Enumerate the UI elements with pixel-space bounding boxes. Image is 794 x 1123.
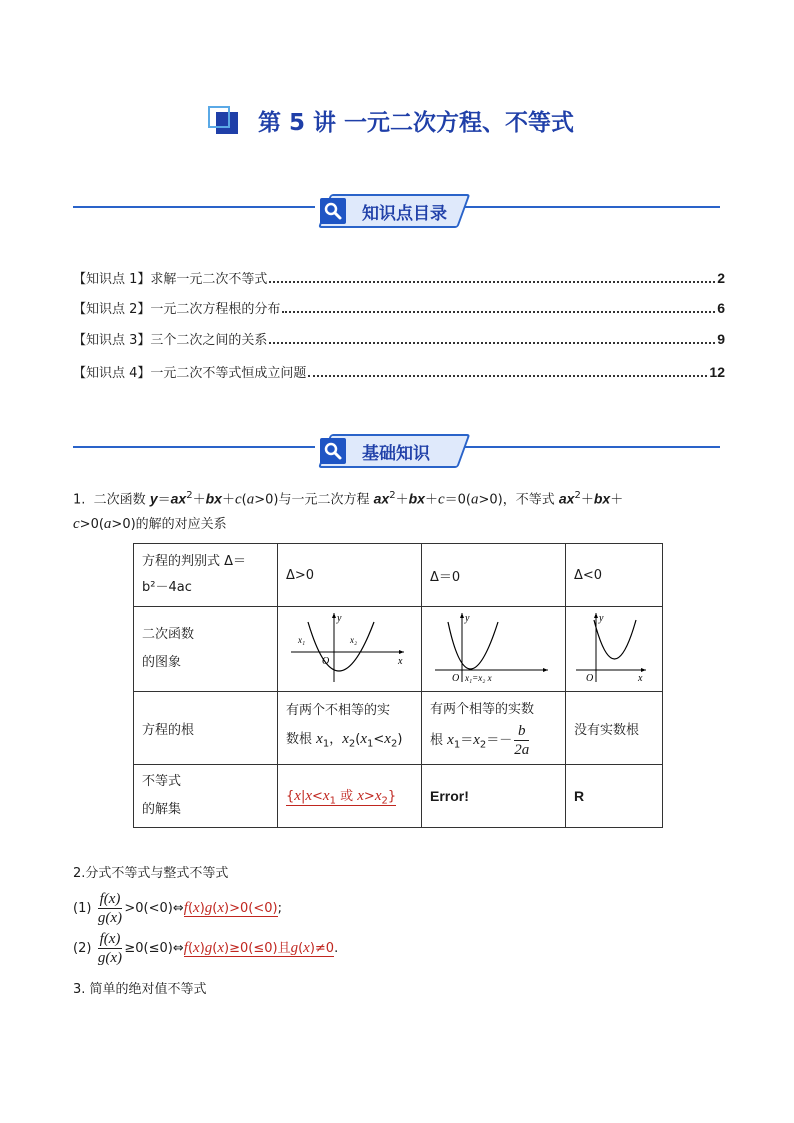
- table-cell: Δ<0: [566, 544, 663, 607]
- item-2-line-2: (2) $\frac{f(x)}{g(x)}$ ≥0(≤0)⇔f(x)g(x)≥0(≤0)且g(x)≠0.: [73, 931, 339, 966]
- toc-item[interactable]: 【知识点 2】一元二次方程根的分布 6: [73, 300, 725, 317]
- table-cell: 没有实数根: [566, 692, 663, 765]
- correspondence-table: [133, 543, 663, 828]
- svg-text:O: O: [586, 672, 594, 684]
- svg-text:x₂: x₂: [350, 634, 358, 645]
- svg-text:O: O: [322, 655, 330, 667]
- table-cell: Error!: [422, 765, 566, 828]
- svg-text:x₁=x₂ x: x₁=x₂ x: [465, 672, 492, 683]
- toc-item[interactable]: 【知识点 1】求解一元二次不等式 2: [73, 270, 725, 287]
- table-cell: Δ>0: [278, 544, 422, 607]
- item-2-title: 2.分式不等式与整式不等式: [73, 866, 229, 881]
- section-divider-right: [456, 206, 720, 208]
- table-header-cell: 方程的根: [134, 692, 278, 765]
- table-header-cell: 方程的判别式 Δ＝ b²－4ac: [134, 544, 278, 607]
- title-square-outline-icon: [208, 106, 230, 128]
- item-1-text: 1. 二次函数 $y=ax^2+bx+c(a>0)$与一元二次方程 $ax^2+bx+c=0(a>0)$，不等式 $ax^2+bx+$ c>0(a>0)的解的对应关系: [73, 490, 624, 533]
- section-header-toc: 知识点目录: [318, 194, 458, 228]
- svg-text:x: x: [398, 655, 403, 667]
- table-cell: 有两个相等的实数 根 $x_1=x_2=-$ $\frac{b}{2a}$: [422, 692, 566, 765]
- solution-set-cell: {$x|x<x_1$ 或 $x>x_2$}: [278, 765, 422, 828]
- item-3-title: 3. 简单的绝对值不等式: [73, 982, 207, 997]
- table-cell: Δ＝0: [422, 544, 566, 607]
- section-divider-left: [73, 206, 315, 208]
- search-icon: [320, 198, 346, 224]
- graph-no-root: [566, 607, 663, 692]
- svg-text:y: y: [337, 612, 342, 624]
- item-2-line-1: (1) $\frac{f(x)}{g(x)}$ >0(<0)⇔f(x)g(x)>0(<0);: [73, 891, 282, 926]
- graph-one-root: [422, 607, 566, 692]
- table-cell: 有两个不相等的实 数根 $x_1$，$x_2(x_1<x_2)$: [278, 692, 422, 765]
- table-header-cell: 不等式 的解集: [134, 765, 278, 828]
- svg-text:x: x: [638, 672, 643, 684]
- search-icon: [320, 438, 346, 464]
- svg-text:y: y: [599, 612, 604, 624]
- toc-item[interactable]: 【知识点 3】三个二次之间的关系 9: [73, 331, 725, 348]
- page-title: 第 5 讲 一元二次方程、不等式: [208, 102, 628, 138]
- table-cell: R: [566, 765, 663, 828]
- svg-text:O: O: [452, 672, 460, 684]
- section-header-basics: 基础知识: [318, 434, 458, 468]
- svg-text:x₁: x₁: [298, 634, 306, 645]
- svg-text:y: y: [465, 612, 470, 624]
- section-divider-right: [456, 446, 720, 448]
- graph-two-roots: [278, 607, 422, 692]
- toc-item[interactable]: 【知识点 4】一元二次不等式恒成立问题 12: [73, 364, 725, 381]
- table-header-cell: 二次函数 的图象: [134, 607, 278, 692]
- section-divider-left: [73, 446, 315, 448]
